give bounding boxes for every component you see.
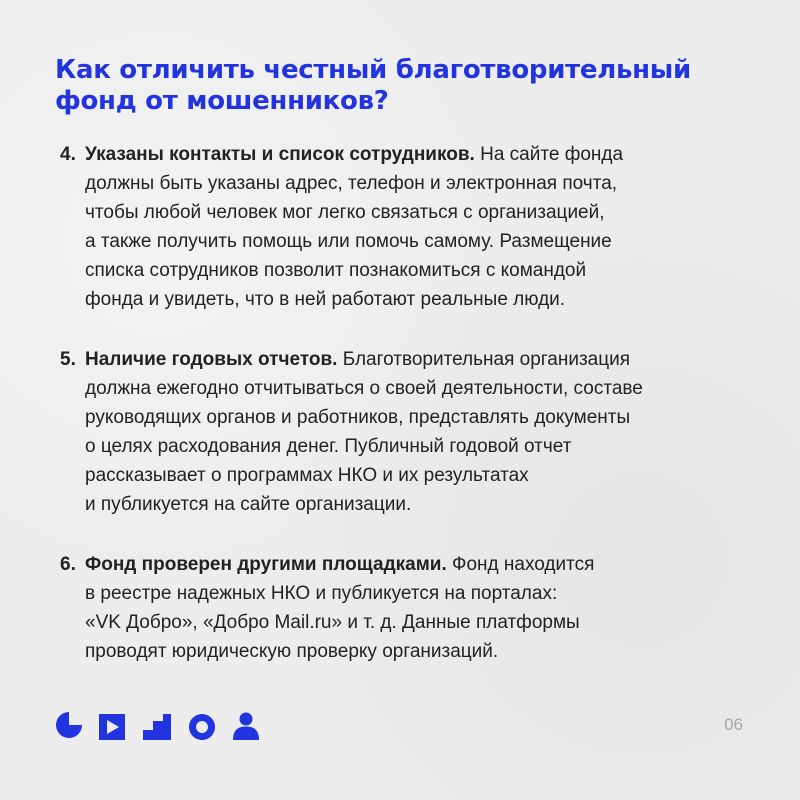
- ring-icon: [189, 714, 215, 740]
- brand-logo: [55, 711, 265, 741]
- item-line: чтобы любой человек мог легко связаться с организацией,: [85, 202, 605, 223]
- item-first-rest: Фонд находится: [446, 554, 595, 575]
- list-item-6: [60, 550, 750, 666]
- item-line: рассказывает о программах НКО и их результатах: [85, 465, 529, 486]
- item-line: должна ежегодно отчитываться о своей деятельности, составе: [85, 378, 643, 399]
- item-first-line: [85, 550, 750, 579]
- item-lead: Указаны контакты и список сотрудников.: [85, 144, 475, 165]
- item-line: руководящих органов и работников, представлять документы: [85, 407, 631, 428]
- item-line: списка сотрудников позволит познакомиться с командой: [85, 260, 587, 281]
- item-line: «VK Добро», «Добро Mail.ru» и т. д. Данные платформы: [85, 612, 580, 633]
- item-line: должны быть указаны адрес, телефон и электронная почта,: [85, 173, 618, 194]
- list-item-4: [60, 140, 750, 314]
- page-number: 06: [724, 715, 743, 734]
- item-line: и публикуется на сайте организации.: [85, 494, 412, 515]
- item-first-line: [85, 345, 750, 374]
- person-icon: [233, 713, 259, 741]
- item-number: 6.: [60, 554, 76, 575]
- item-line: в реестре надежных НКО и публикуется на порталах:: [85, 583, 558, 604]
- item-first-rest: На сайте фонда: [474, 144, 624, 165]
- pie-icon: [56, 712, 82, 738]
- item-lead: Наличие годовых отчетов.: [85, 349, 338, 370]
- page-title: [55, 55, 755, 117]
- play-icon: [99, 714, 125, 740]
- title-line-2: фонд от мошенников?: [55, 86, 389, 116]
- title-line-1: Как отличить честный благотворительный: [55, 55, 691, 85]
- item-line: фонда и увидеть, что в ней работают реальные люди.: [85, 289, 566, 310]
- item-lead: Фонд проверен другими площадками.: [85, 554, 447, 575]
- item-number: 5.: [60, 349, 76, 370]
- criteria-list: [60, 140, 750, 697]
- stairs-icon: [143, 714, 171, 740]
- item-first-line: [85, 140, 750, 169]
- item-line: о целях расходования денег. Публичный годовой отчет: [85, 436, 572, 457]
- list-item-5: [60, 345, 750, 519]
- item-line: проводят юридическую проверку организаций.: [85, 641, 499, 662]
- item-number: 4.: [60, 144, 76, 165]
- item-first-rest: Благотворительная организация: [337, 349, 631, 370]
- item-line: а также получить помощь или помочь самому. Размещение: [85, 231, 612, 252]
